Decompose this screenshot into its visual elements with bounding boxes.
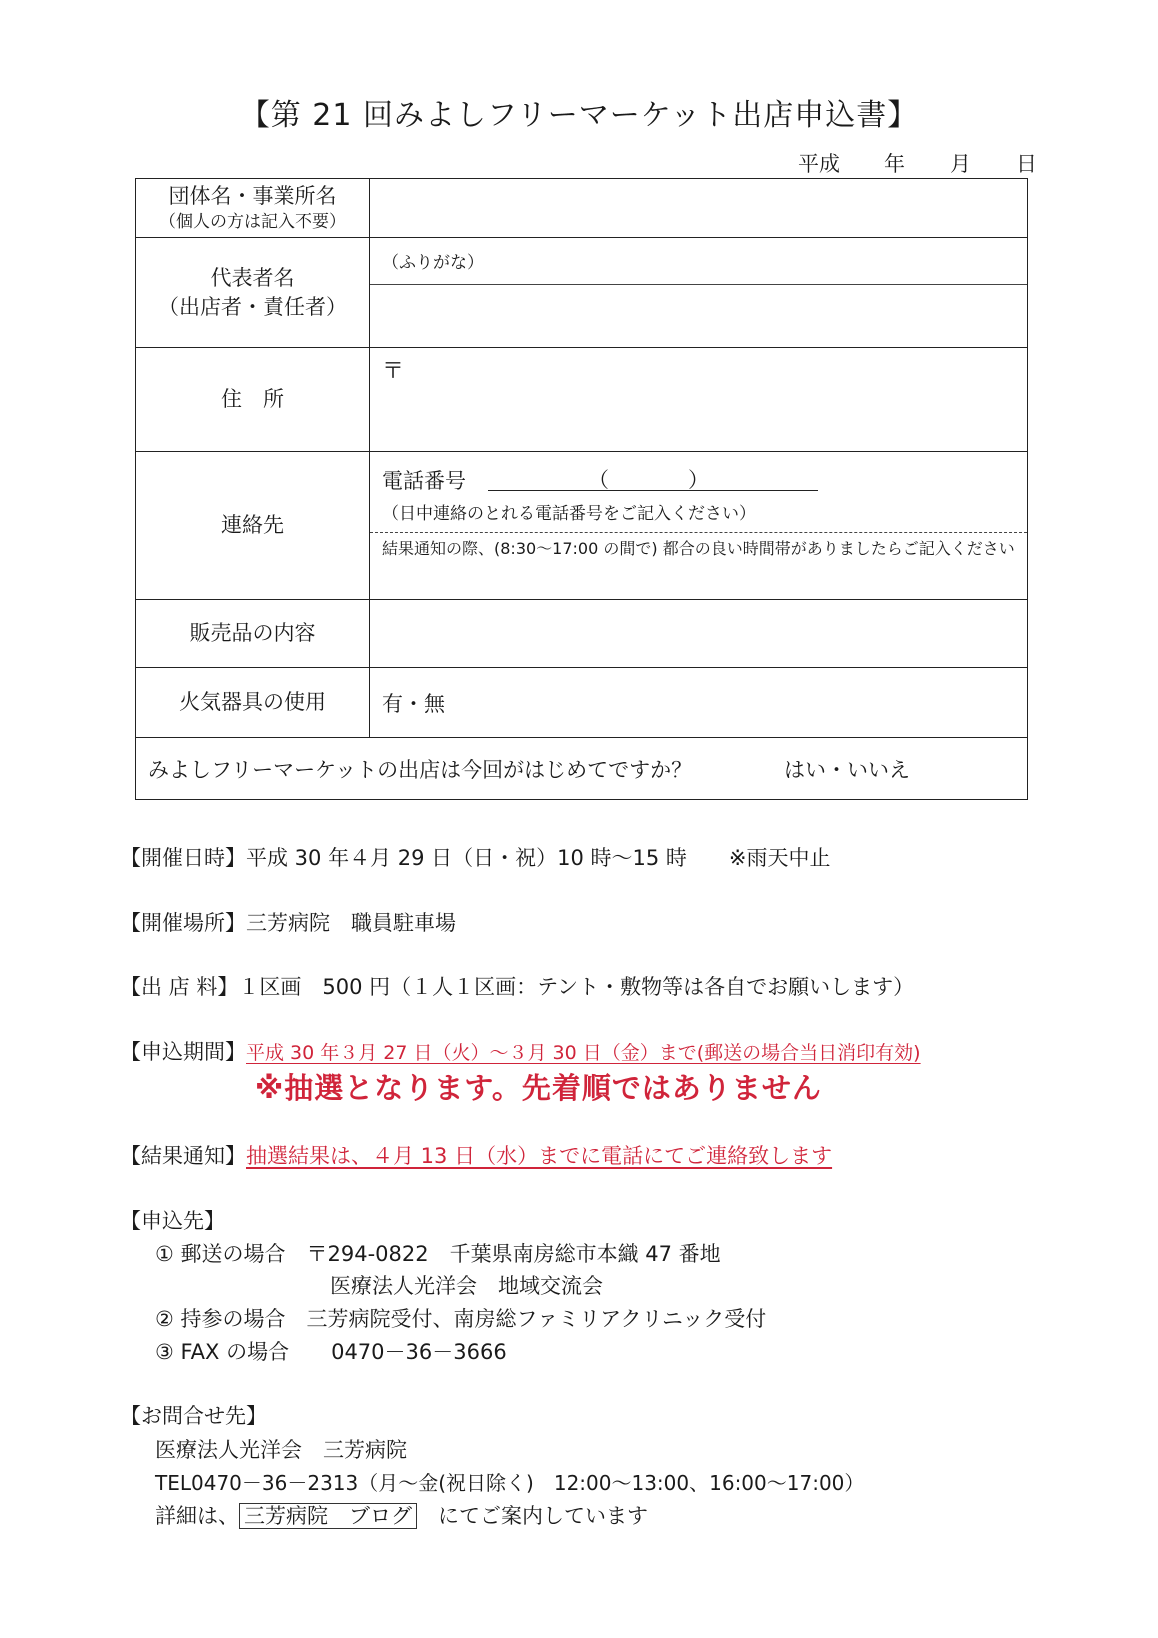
lottery-note: ※抽選となります。先着順ではありません [255, 1071, 822, 1105]
application-table [135, 178, 1028, 800]
rep-name-field[interactable] [370, 285, 1027, 347]
fee-value: １区画 500 円（１人１区画：テント・敷物等は各自でお願いします） [238, 975, 915, 999]
result-label: 【結果通知】 [120, 1144, 246, 1168]
rep-label-cell [136, 238, 370, 348]
apply-mail-org: 医療法人光洋会 地域交流会 [330, 1274, 603, 1298]
result-value: 抽選結果は、４月 13 日（水）までに電話にてご連絡致します [246, 1144, 833, 1168]
event-place-value: 三芳病院 職員駐車場 [246, 911, 456, 935]
inquiry-label: 【お問合せ先】 [120, 1404, 267, 1428]
org-label: 団体名・事業所名 [168, 184, 337, 209]
date-era: 平成 [798, 152, 840, 176]
rep-label: 代表者名 [210, 266, 295, 291]
postal-mark: 〒 [382, 359, 405, 384]
event-date-label: 【開催日時】 [120, 846, 246, 870]
tel-paren-close: ） [688, 468, 709, 492]
inquiry-tel: TEL0470－36－2313（月～金(祝日除く) 12:00～13:00、16:00～17:00） [155, 1471, 865, 1495]
org-label-cell [136, 179, 370, 238]
first-time-row [136, 738, 1028, 800]
org-note: （個人の方は記入不要） [159, 211, 346, 232]
fire-options[interactable]: 有・無 [370, 668, 1028, 738]
furigana-field[interactable] [370, 238, 1027, 285]
apply-fax: ③ FAX の場合 0470－36－3666 [155, 1340, 507, 1364]
first-time-question: みよしフリーマーケットの出店は今回がはじめてですか？ [148, 757, 693, 782]
address-field[interactable] [370, 348, 1028, 452]
detail-line [155, 1500, 648, 1530]
event-date-value: 平成 30 年４月 29 日（日・祝）10 時～15 時 ※雨天中止 [246, 846, 831, 870]
detail-prefix: 詳細は、 [155, 1504, 239, 1528]
period-line [120, 1036, 921, 1066]
apply-in-person: ② 持参の場合 三芳病院受付、南房総ファミリアクリニック受付 [155, 1307, 767, 1331]
furigana-label: （ふりがな） [382, 253, 484, 273]
date-line [798, 148, 1037, 178]
fire-label: 火気器具の使用 [136, 668, 370, 738]
inquiry-org: 医療法人光洋会 三芳病院 [155, 1438, 407, 1462]
fee-label: 【出 店 料】 [120, 975, 239, 999]
goods-label: 販売品の内容 [136, 600, 370, 668]
apply-mail: ① 郵送の場合 〒294-0822 千葉県南房総市本織 47 番地 [155, 1242, 721, 1266]
org-name-field[interactable] [370, 179, 1028, 238]
date-month: 月 [950, 152, 971, 176]
event-date-line [120, 842, 831, 872]
goods-field[interactable] [370, 600, 1028, 668]
tel-label: 電話番号 [382, 468, 466, 493]
address-label: 住 所 [136, 348, 370, 452]
preferred-time-field[interactable] [370, 533, 1027, 599]
rep-name-cell [370, 238, 1028, 348]
rep-label-note: （出店者・責任者） [158, 294, 347, 319]
contact-label: 連絡先 [136, 452, 370, 600]
fee-line [120, 971, 914, 1001]
date-year: 年 [884, 152, 905, 176]
detail-suffix: にてご案内しています [417, 1504, 648, 1528]
period-value: 平成 30 年３月 27 日（火）～３月 30 日（金）まで(郵送の場合当日消印有効) [246, 1042, 921, 1064]
time-note: 結果通知の際、(8:30～17:00 の間で) 都合の良い時間帯がありましたらご記入ください [382, 538, 1015, 558]
event-place-label: 【開催場所】 [120, 911, 246, 935]
date-day: 日 [1016, 152, 1037, 176]
event-place-line [120, 907, 456, 937]
tel-block [370, 453, 1027, 533]
period-label: 【申込期間】 [120, 1040, 246, 1064]
tel-paren-open: （ [588, 468, 609, 492]
tel-number-field[interactable] [488, 468, 818, 491]
blog-link-box[interactable]: 三芳病院 ブログ [239, 1503, 417, 1529]
tel-note: （日中連絡のとれる電話番号をご記入ください） [382, 503, 756, 524]
apply-label: 【申込先】 [120, 1209, 225, 1233]
document-title: 【第 21 回みよしフリーマーケット出店申込書】 [239, 98, 919, 133]
contact-cell [370, 452, 1028, 600]
result-line [120, 1140, 832, 1170]
first-time-options[interactable]: はい・いいえ [784, 757, 910, 782]
